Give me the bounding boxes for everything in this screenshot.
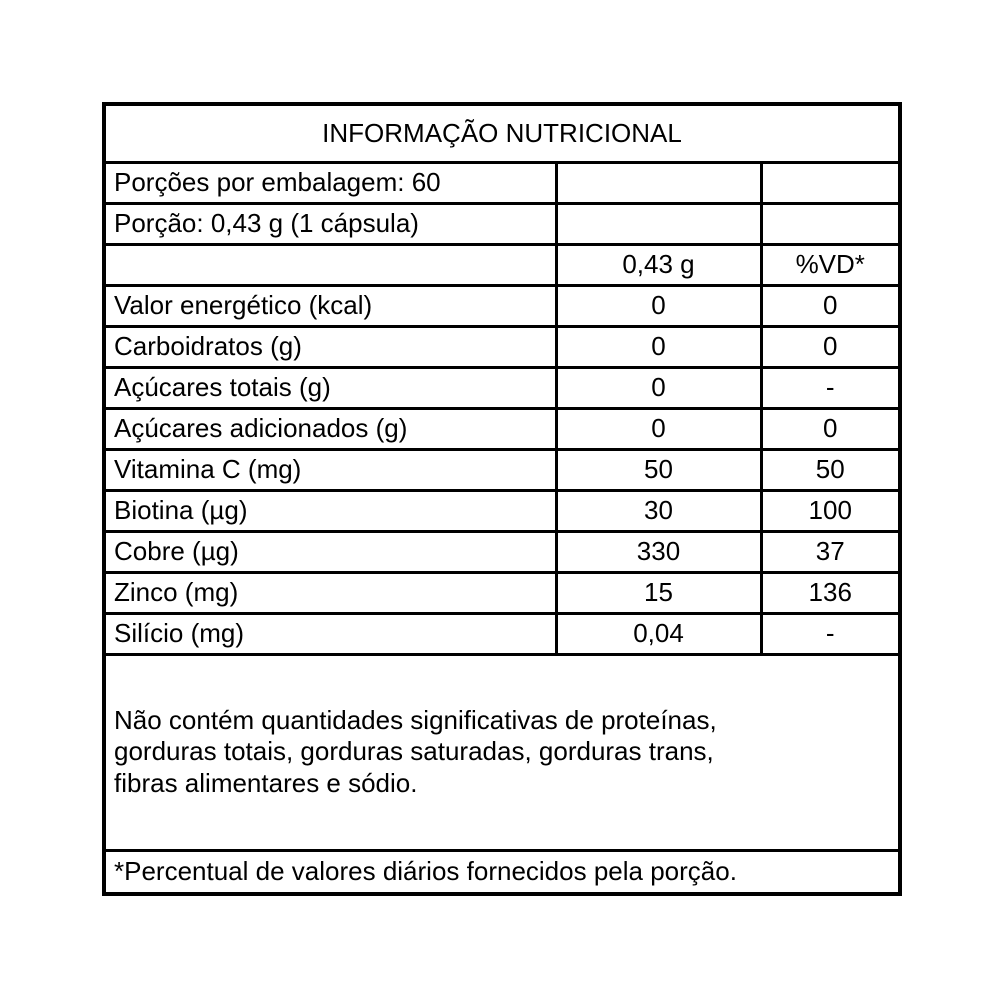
serving-size-row <box>104 203 900 244</box>
column-header-row <box>104 244 900 285</box>
title-row <box>104 104 900 162</box>
table-row <box>104 367 900 408</box>
nutrient-label: Valor energético (kcal) <box>104 285 556 326</box>
nutrient-label: Biotina (µg) <box>104 490 556 531</box>
nutrient-label: Cobre (µg) <box>104 531 556 572</box>
insignificant-amounts-note <box>104 654 900 850</box>
note-line: gorduras totais, gorduras saturadas, gorduras trans, <box>114 736 714 767</box>
nutrient-dv: 50 <box>761 449 900 490</box>
serving-size-label: Porção: 0,43 g (1 cápsula) <box>104 203 556 244</box>
nutrient-amount: 330 <box>556 531 761 572</box>
nutrient-label: Carboidratos (g) <box>104 326 556 367</box>
nutrient-dv: 136 <box>761 572 900 613</box>
empty-cell <box>556 162 761 203</box>
empty-cell <box>761 203 900 244</box>
table-row <box>104 613 900 654</box>
empty-cell <box>556 203 761 244</box>
nutrient-amount: 0,04 <box>556 613 761 654</box>
nutrient-dv: 0 <box>761 285 900 326</box>
table-row <box>104 408 900 449</box>
nutrient-label: Silício (mg) <box>104 613 556 654</box>
nutrient-label: Vitamina C (mg) <box>104 449 556 490</box>
nutrient-amount: 0 <box>556 326 761 367</box>
nutrient-label: Açúcares adicionados (g) <box>104 408 556 449</box>
column-header-dv: %VD* <box>761 244 900 285</box>
empty-cell <box>761 162 900 203</box>
daily-values-footnote: *Percentual de valores diários fornecidos pela porção. <box>104 850 900 894</box>
servings-per-package-row <box>104 162 900 203</box>
nutrient-amount: 15 <box>556 572 761 613</box>
nutrient-label: Açúcares totais (g) <box>104 367 556 408</box>
column-header-amount: 0,43 g <box>556 244 761 285</box>
note-line: fibras alimentares e sódio. <box>114 767 418 798</box>
nutrient-dv: 0 <box>761 408 900 449</box>
nutrient-amount: 0 <box>556 285 761 326</box>
note-row <box>104 654 900 850</box>
nutrition-facts-table <box>102 102 902 896</box>
nutrient-label: Zinco (mg) <box>104 572 556 613</box>
nutrient-dv: - <box>761 367 900 408</box>
nutrient-dv: 0 <box>761 326 900 367</box>
nutrient-amount: 0 <box>556 367 761 408</box>
table-row <box>104 572 900 613</box>
empty-cell <box>104 244 556 285</box>
table-row <box>104 531 900 572</box>
nutrient-dv: 37 <box>761 531 900 572</box>
table-row <box>104 326 900 367</box>
table-row <box>104 490 900 531</box>
nutrient-amount: 30 <box>556 490 761 531</box>
nutrient-amount: 50 <box>556 449 761 490</box>
footnote-row <box>104 850 900 894</box>
nutrient-dv: - <box>761 613 900 654</box>
table-title: INFORMAÇÃO NUTRICIONAL <box>104 104 900 162</box>
table-row <box>104 285 900 326</box>
nutrient-amount: 0 <box>556 408 761 449</box>
table-row <box>104 449 900 490</box>
note-line: Não contém quantidades significativas de proteínas, <box>114 705 717 736</box>
servings-per-package-label: Porções por embalagem: 60 <box>104 162 556 203</box>
nutrient-dv: 100 <box>761 490 900 531</box>
